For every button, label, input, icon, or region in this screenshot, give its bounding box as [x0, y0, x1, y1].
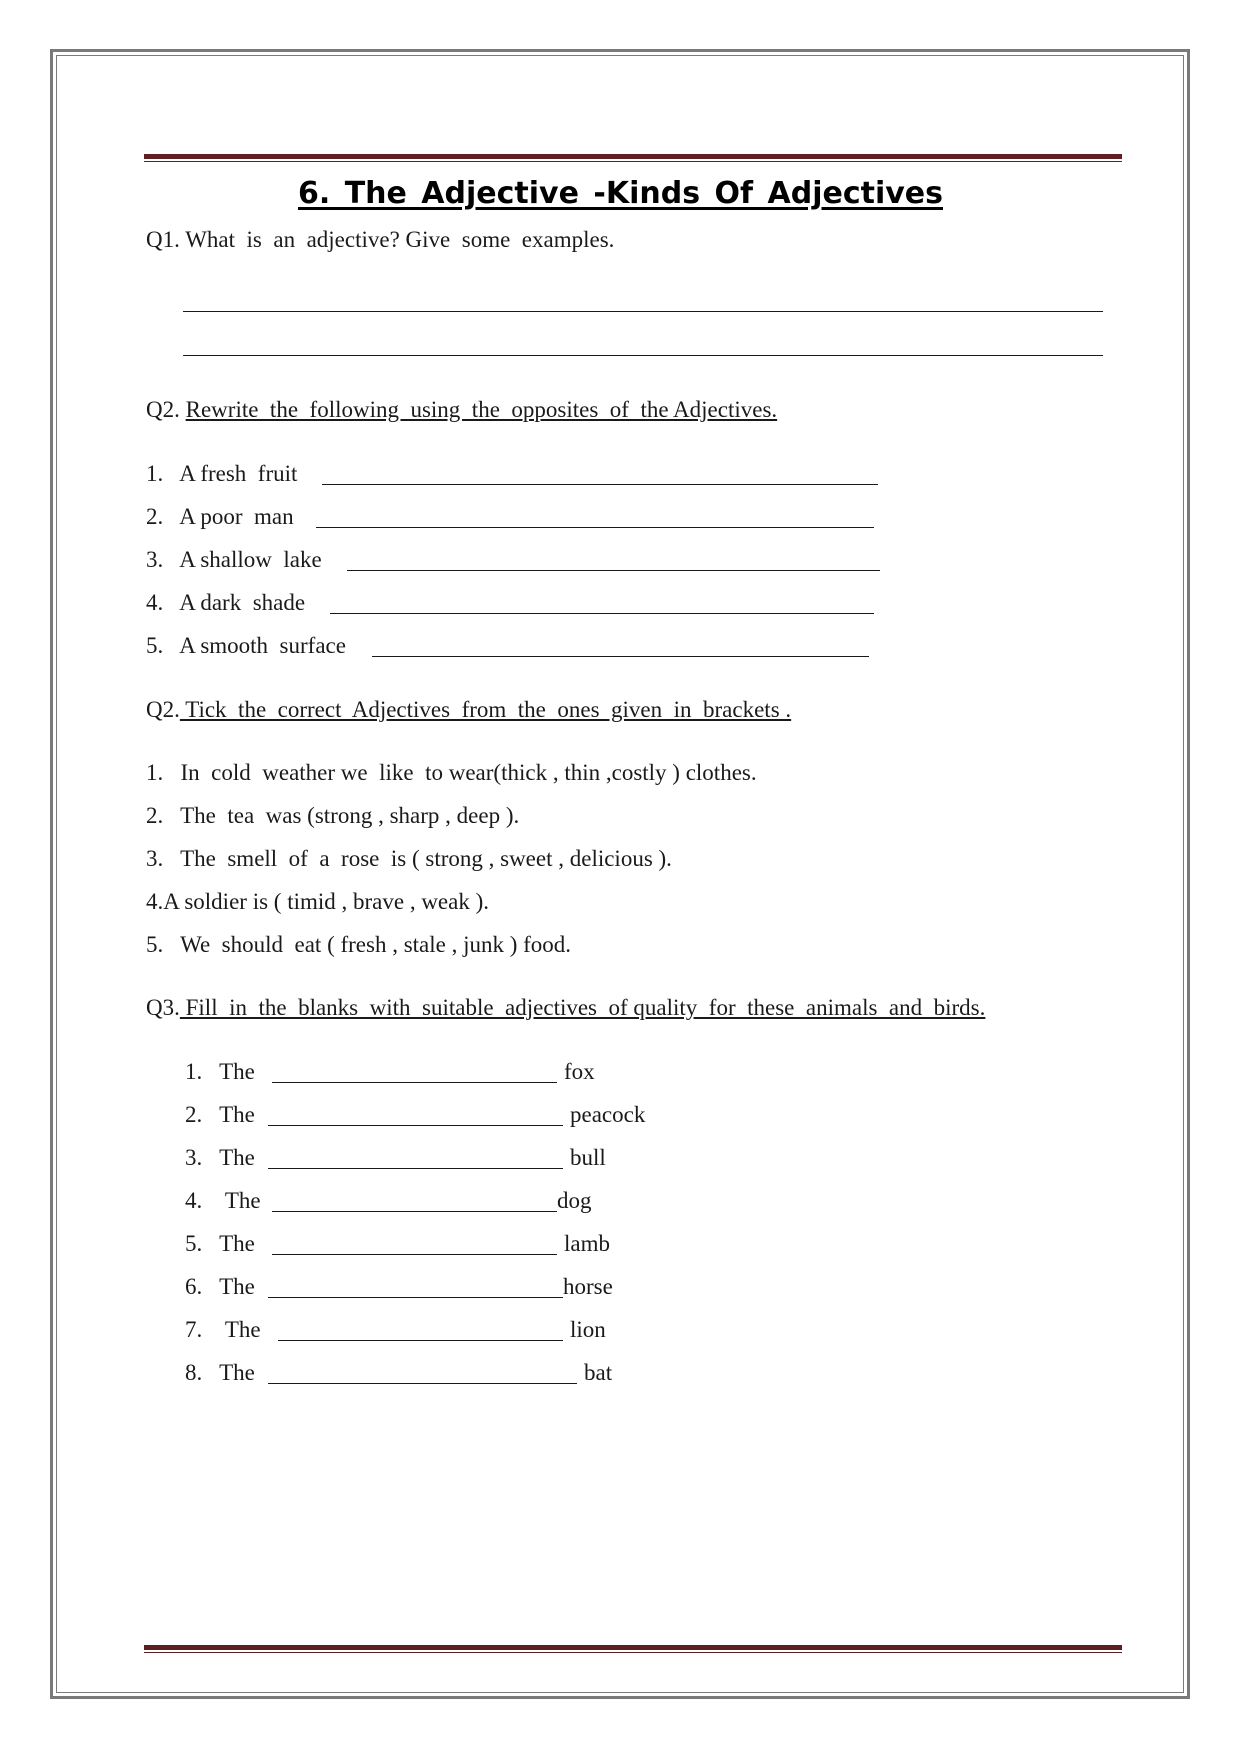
q3-label: Q3.	[146, 995, 180, 1020]
q3-item-7	[185, 1316, 261, 1344]
q3-item-post: fox	[564, 1059, 595, 1084]
q2a-item-5	[146, 632, 346, 660]
q2a-item-3	[146, 546, 322, 574]
q3-item-pre: The	[224, 1188, 261, 1213]
q3-item-post: horse	[563, 1274, 613, 1299]
q3-answer-blank[interactable]	[272, 1211, 557, 1212]
q2b-item-num: 1.	[146, 760, 164, 785]
q3-answer-blank[interactable]	[272, 1254, 557, 1255]
q3-item-pre: The	[224, 1317, 261, 1342]
q3-item-post: dog	[557, 1188, 592, 1213]
q2a-question	[146, 396, 777, 424]
q3-question	[146, 994, 985, 1022]
header-rule	[144, 154, 1122, 162]
q3-item-6	[185, 1273, 255, 1301]
q2a-item-text: A poor man	[179, 504, 294, 529]
q2b-item-2	[146, 802, 519, 830]
q1-question	[146, 226, 614, 254]
q2b-label: Q2.	[146, 697, 180, 722]
footer-rule	[144, 1645, 1122, 1653]
q2b-item-3	[146, 845, 672, 873]
q3-item-post: bull	[570, 1145, 606, 1170]
q1-text: What is an adjective? Give some examples.	[185, 227, 615, 252]
q2a-label: Q2.	[146, 397, 180, 422]
q3-item-pre: The	[219, 1102, 255, 1127]
q3-answer-blank[interactable]	[268, 1168, 563, 1169]
q2a-item-num: 2.	[146, 504, 164, 529]
q3-answer-blank[interactable]	[268, 1383, 577, 1384]
q3-item-num: 8.	[185, 1360, 203, 1385]
q1-answer-line-2[interactable]	[183, 355, 1103, 356]
q2b-instruction: Tick the correct Adjectives from the ones given in brackets .	[179, 697, 792, 722]
q3-item-post: peacock	[570, 1102, 646, 1127]
q3-item-8	[185, 1359, 255, 1387]
q3-item-num: 6.	[185, 1274, 203, 1299]
q2a-item-num: 1.	[146, 461, 164, 486]
q3-answer-blank[interactable]	[272, 1082, 557, 1083]
q3-item-post: bat	[584, 1360, 613, 1385]
q2a-item-num: 5.	[146, 633, 164, 658]
q3-answer-blank[interactable]	[268, 1297, 563, 1298]
q3-item-pre: The	[219, 1360, 255, 1385]
q2a-item-num: 4.	[146, 590, 164, 615]
q3-item-num: 2.	[185, 1102, 203, 1127]
q2b-item-1	[146, 759, 757, 787]
q2a-answer-blank[interactable]	[347, 570, 880, 571]
q3-item-2	[185, 1101, 255, 1129]
q2b-item-text: In cold weather we like to wear(thick , thin ,costly ) clothes.	[180, 760, 757, 785]
q2b-item-num: 5.	[146, 932, 164, 957]
q2a-item-text: A dark shade	[179, 590, 306, 615]
q1-answer-line-1[interactable]	[183, 311, 1103, 312]
q3-item-3	[185, 1144, 255, 1172]
q3-item-pre: The	[219, 1145, 255, 1170]
q3-instruction: Fill in the blanks with suitable adjectives of quality for these animals and birds.	[179, 995, 986, 1020]
q2b-item-text: A soldier is ( timid , brave , weak ).	[163, 889, 490, 914]
q2b-item-4	[146, 888, 489, 916]
q2a-item-4	[146, 589, 305, 617]
q3-item-num: 5.	[185, 1231, 203, 1256]
page-border-inner	[56, 55, 1184, 1693]
q3-item-num: 7.	[185, 1317, 203, 1342]
q3-item-pre: The	[219, 1231, 255, 1256]
q2a-item-num: 3.	[146, 547, 164, 572]
q2a-instruction: Rewrite the following using the opposites of the Adjectives.	[185, 397, 778, 422]
q2a-answer-blank[interactable]	[322, 484, 878, 485]
q2a-item-2	[146, 503, 294, 531]
q2b-question	[146, 696, 791, 724]
q3-answer-blank[interactable]	[268, 1125, 563, 1126]
q3-item-post: lion	[570, 1317, 606, 1342]
q2a-item-1	[146, 460, 297, 488]
q1-label: Q1.	[146, 227, 180, 252]
q2b-item-text: We should eat ( fresh , stale , junk ) food.	[180, 932, 572, 957]
q2b-item-text: The smell of a rose is ( strong , sweet , delicious ).	[180, 846, 672, 871]
q3-item-5	[185, 1230, 255, 1258]
q2a-answer-blank[interactable]	[316, 527, 874, 528]
q2b-item-num: 3.	[146, 846, 164, 871]
q2a-item-text: A smooth surface	[179, 633, 346, 658]
q2a-answer-blank[interactable]	[372, 656, 869, 657]
page-title: 6. The Adjective -Kinds Of Adjectives	[297, 176, 943, 211]
q3-item-pre: The	[219, 1274, 255, 1299]
q3-item-num: 1.	[185, 1059, 203, 1084]
q2a-answer-blank[interactable]	[330, 613, 874, 614]
q3-item-1	[185, 1058, 255, 1086]
q3-answer-blank[interactable]	[278, 1340, 563, 1341]
q2a-item-text: A fresh fruit	[179, 461, 298, 486]
q3-item-4	[185, 1187, 261, 1215]
q3-item-num: 4.	[185, 1188, 203, 1213]
q2b-item-5	[146, 931, 571, 959]
q3-item-post: lamb	[564, 1231, 610, 1256]
q2b-item-text: The tea was (strong , sharp , deep ).	[180, 803, 520, 828]
q2b-item-num: 4.	[146, 889, 164, 914]
q3-item-num: 3.	[185, 1145, 203, 1170]
q2b-item-num: 2.	[146, 803, 164, 828]
q3-item-pre: The	[219, 1059, 255, 1084]
q2a-item-text: A shallow lake	[179, 547, 322, 572]
